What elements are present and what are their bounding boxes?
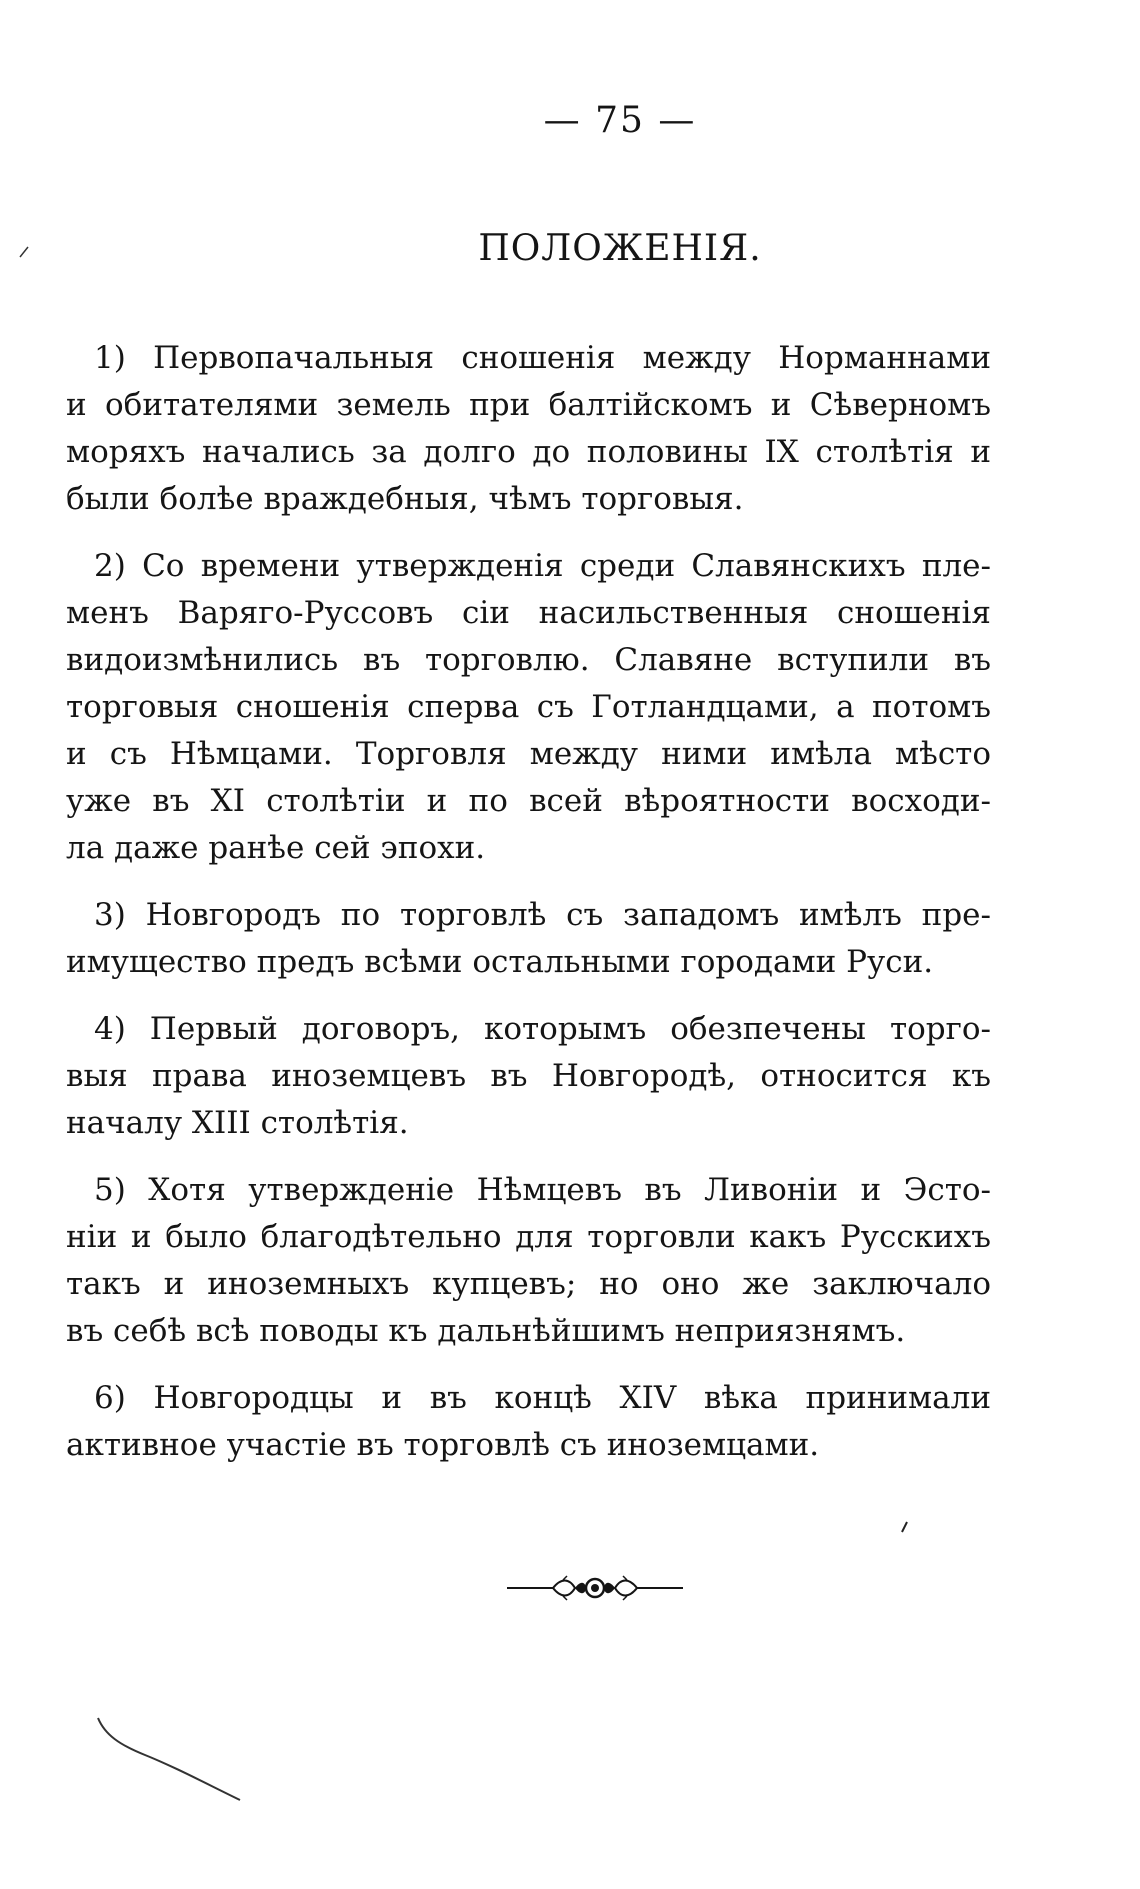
text-line: ла даже ранѣе сей эпохи. [66,830,486,866]
text-line: 4) Первый договоръ, которымъ обезпечены торго- [94,1011,991,1047]
text-line: были болѣе враждебныя, чѣмъ торговыя. [66,481,744,517]
thesis-2 [66,543,991,872]
thesis-4 [66,1006,991,1147]
theses-list [66,335,991,1489]
floral-vignette-icon [505,1574,685,1602]
thesis-1 [66,335,991,523]
text-line: 1) Первопачальныя сношенія между Норманнами [94,340,991,376]
text-line: выя права иноземцевъ въ Новгородѣ, относится къ [66,1058,991,1094]
text-line: имущество предъ всѣми остальными городами Руси. [66,944,934,980]
page-number: — 75 — [543,100,697,141]
thesis-5 [66,1167,991,1355]
thesis-6 [66,1375,991,1469]
text-line: видоизмѣнились въ торговлю. Славяне вступили въ [66,642,991,678]
thesis-3 [66,892,991,986]
text-line: моряхъ начались за долго до половины IX столѣтія и [66,434,991,470]
text-line: торговыя сношенія сперва съ Готландцами, а потомъ [66,689,991,725]
text-line: менъ Варяго-Руссовъ сіи насильственныя сношенія [66,595,991,631]
page-heading: ПОЛОЖЕНІЯ. [478,228,762,269]
text-line: 2) Со времени утвержденія среди Славянскихъ пле- [94,548,991,584]
scan-blemish [18,245,30,259]
text-line: и съ Нѣмцами. Торговля между ними имѣла мѣсто [66,736,991,772]
text-line: уже въ XI столѣтіи и по всей вѣроятности восходи- [66,783,991,819]
text-line: 3) Новгородъ по торговлѣ съ западомъ имѣлъ пре- [94,897,991,933]
scan-blemish [95,1715,245,1805]
text-line: 5) Хотя утвержденіе Нѣмцевъ въ Ливоніи и Эсто- [94,1172,991,1208]
text-line: активное участіе въ торговлѣ съ иноземцами. [66,1427,820,1463]
text-line: началу XIII столѣтія. [66,1105,409,1141]
text-line: и обитателями земель при балтійскомъ и Сѣверномъ [66,387,991,423]
scan-blemish [900,1520,910,1534]
text-line: въ себѣ всѣ поводы къ дальнѣйшимъ неприязнямъ. [66,1313,906,1349]
text-line: такъ и иноземныхъ купцевъ; но оно же заключало [66,1266,991,1302]
text-line: 6) Новгородцы и въ концѣ XIV вѣка принимали [94,1380,991,1416]
text-line: ніи и было благодѣтельно для торговли какъ Русскихъ [66,1219,991,1255]
